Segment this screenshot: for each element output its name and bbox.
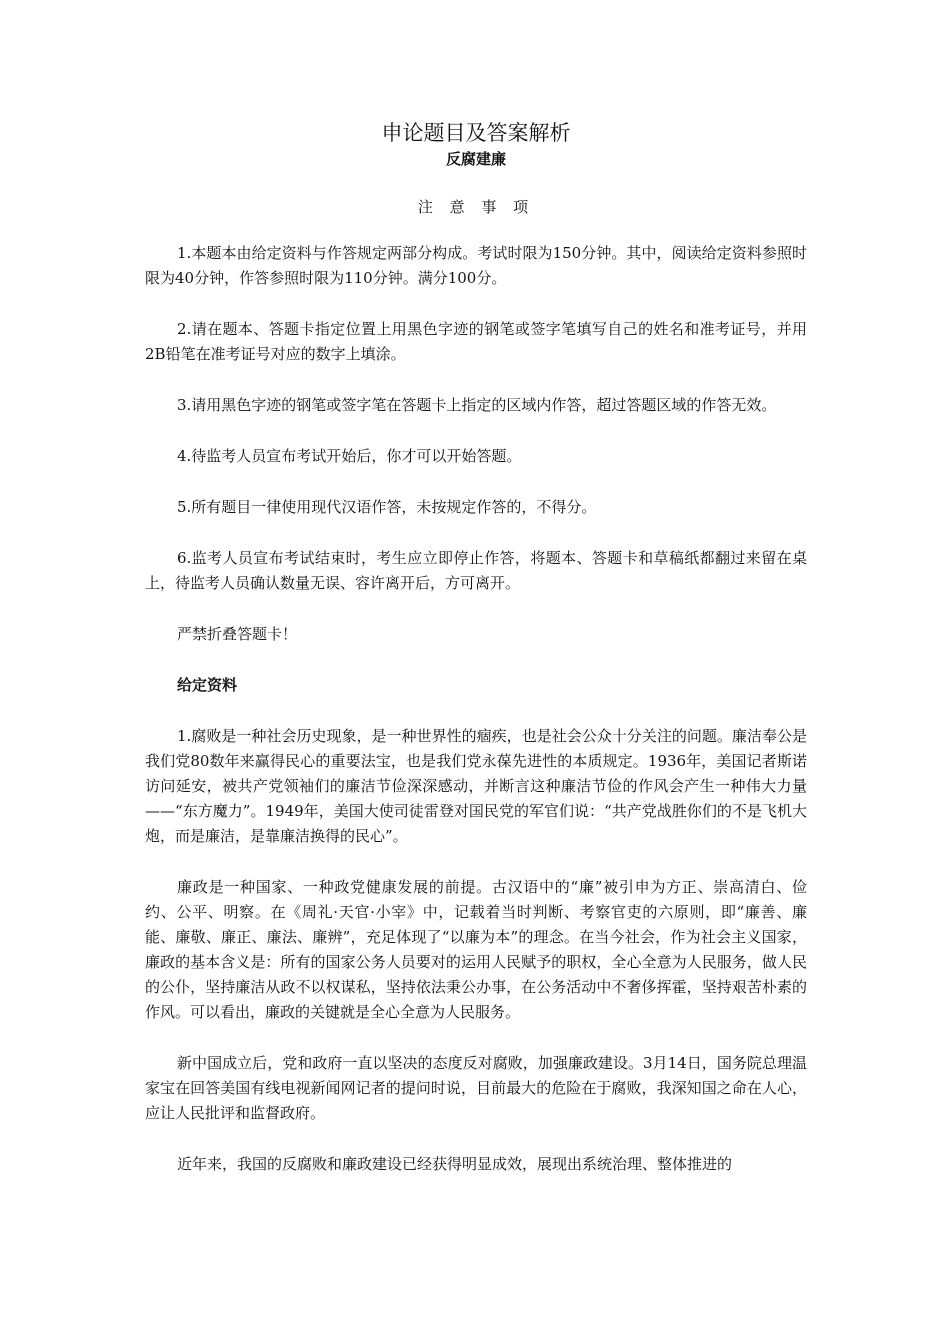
notice-item-4: 4.待监考人员宣布考试开始后，你才可以开始答题。	[177, 447, 522, 465]
notice-item-3: 3.请用黑色字迹的钢笔或签字笔在答题卡上指定的区域内作答，超过答题区域的作答无效。	[177, 396, 777, 414]
notice-heading: 注 意 事 项	[417, 198, 535, 216]
notice-item-5: 5.所有题目一律使用现代汉语作答，未按规定作答的，不得分。	[177, 498, 597, 516]
document-page	[145, 118, 807, 1177]
notice-item-2: 2.请在题本、答题卡指定位置上用黑色字迹的钢笔或签字笔填写自己的姓名和准考证号，并用2B铅笔在准考证号对应的数字上填涂。	[145, 320, 807, 363]
material-paragraph-3: 新中国成立后，党和政府一直以坚决的态度反对腐败，加强廉政建设。3月14日，国务院总理温家宝在回答美国有线电视新闻网记者的提问时说，目前最大的危险在于腐败，我深知国之命在人心，应让人民批评和监督政府。	[145, 1054, 807, 1122]
document-title: 申论题目及答案解析	[381, 121, 571, 145]
material-paragraph-2: 廉政是一种国家、一种政党健康发展的前提。古汉语中的“廉”被引申为方正、崇高清白、俭约、公平、明察。在《周礼·天官·小宰》中，记载着当时判断、考察官吏的六原则，即“廉善、廉能、廉敬、廉正、廉法、廉辨”，充足体现了“以廉为本”的理念。在当今社会，作为社会主义国家，廉政的基本含义是：所有的国家公务人员要对的运用人民赋予的职权，全心全意为人民服务，做人民的公仆，坚持廉洁从政不以权谋私，坚持依法秉公办事，在公务活动中不奢侈挥霍，坚持艰苦朴素的作风。可以看出，廉政的关键就是全心全意为人民服务。	[145, 878, 807, 1021]
notice-warning: 严禁折叠答题卡！	[177, 625, 298, 643]
notice-item-1: 1.本题本由给定资料与作答规定两部分构成。考试时限为150分钟。其中，阅读给定资料参照时限为40分钟，作答参照时限为110分钟。满分100分。	[145, 244, 807, 287]
materials-heading: 给定资料	[177, 676, 238, 694]
material-paragraph-4: 近年来，我国的反腐败和廉政建设已经获得明显成效，展现出系统治理、整体推进的	[177, 1155, 733, 1173]
document-subtitle: 反腐建廉	[445, 150, 506, 168]
notice-item-6: 6.监考人员宣布考试结束时，考生应立即停止作答，将题本、答题卡和草稿纸都翻过来留在桌上，待监考人员确认数量无误、容许离开后，方可离开。	[145, 549, 807, 592]
material-paragraph-1: 1.腐败是一种社会历史现象，是一种世界性的痼疾，也是社会公众十分关注的问题。廉洁奉公是我们党80数年来赢得民心的重要法宝，也是我们党永葆先进性的本质规定。1936年，美国记者斯诺访问延安，被共产党领袖们的廉洁节俭深深感动，并断言这种廉洁节俭的作风会产生一种伟大力量——“东方魔力”。1949年，美国大使司徒雷登对国民党的军官们说：“共产党战胜你们的不是飞机大炮，而是廉洁，是靠廉洁换得的民心”。	[145, 727, 807, 845]
